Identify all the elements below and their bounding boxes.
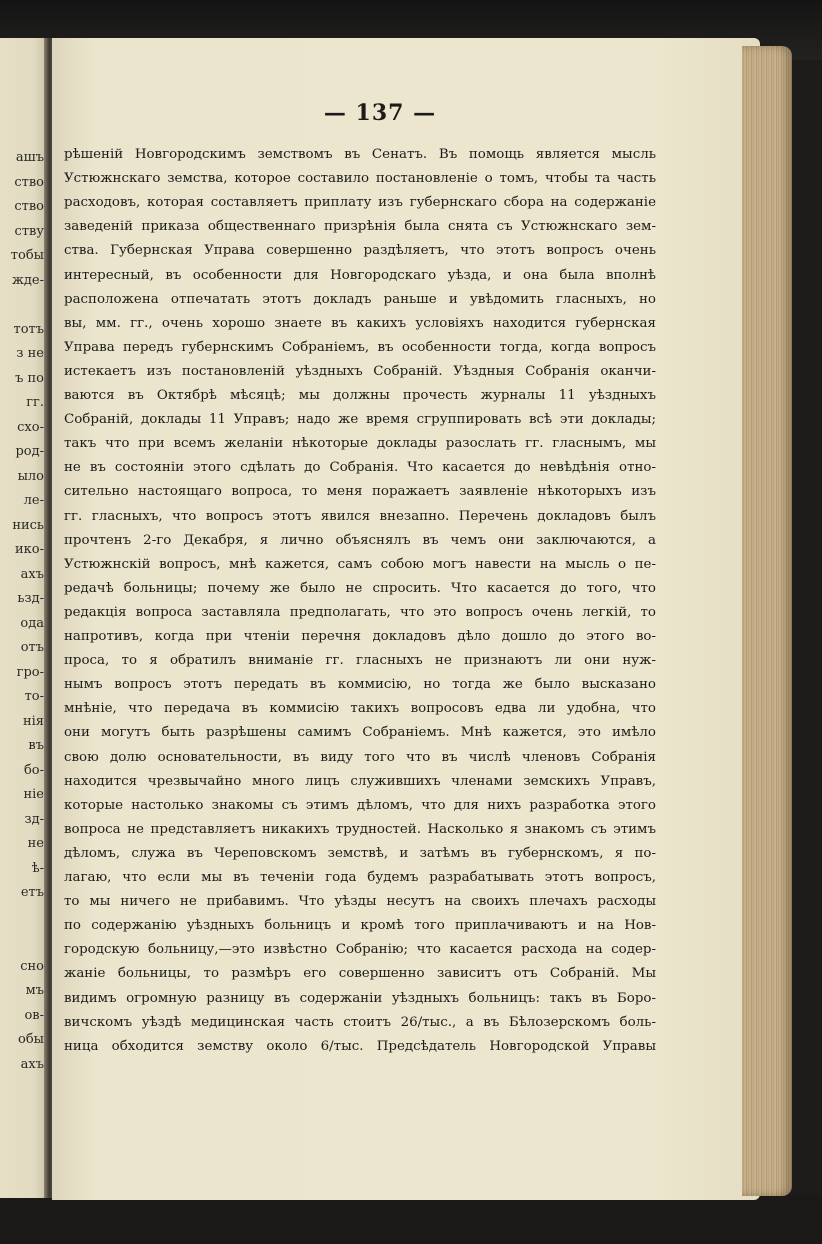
text-line: прочтенъ 2-го Декабря, я лично объяснялъ въ чемъ они заключаются, а — [64, 532, 656, 548]
left-page-fragment: ство — [14, 174, 44, 190]
text-line: расположена отпечатать этотъ докладъ раньше и увѣдомить гласныхъ, но — [64, 291, 656, 307]
text-line: городскую больницу,—это извѣстно Собранію; что касается расхода на содер- — [64, 942, 656, 958]
left-page-fragment: въ — [28, 738, 44, 753]
text-line: жаніе больницы, то размѣръ его совершенно зависитъ отъ Собраній. Мы — [64, 966, 656, 982]
left-page-fragment: ле- — [23, 493, 44, 508]
text-line: ства. Губернская Управа совершенно раздѣляетъ, что этотъ вопросъ очень — [64, 243, 656, 259]
left-page-fragment: ахъ — [20, 566, 44, 582]
left-page-fragment: ыло — [17, 468, 44, 484]
text-line: вопроса не представляетъ никакихъ трудностей. Насколько я знакомъ съ этимъ — [64, 821, 656, 837]
text-line: мнѣніе, что передача въ коммисію такихъ вопросовъ едва ли удобна, что — [64, 701, 656, 717]
text-line: не въ состояніи этого сдѣлать до Собранія. Что касается до невѣдѣнія отно- — [64, 460, 656, 476]
left-page-fragment: зд- — [24, 811, 44, 827]
text-line: они могутъ быть разрѣшены самимъ Собраніемъ. Мнѣ кажется, это имѣло — [64, 725, 656, 741]
left-page-fragment: ико- — [14, 542, 44, 557]
text-line: вичскомъ уѣздѣ медицинская часть стоитъ 26/тыс., а въ Бѣлозерскомъ боль- — [64, 1014, 656, 1030]
left-page-fragment: отъ — [20, 640, 44, 655]
text-line: находится чрезвычайно много лицъ служившихъ членами земскихъ Управъ, — [64, 773, 656, 789]
left-page-fragment: то- — [24, 689, 44, 704]
text-line: напротивъ, когда при чтеніи перечня докладовъ дѣло дошло до этого во- — [64, 629, 656, 644]
text-line: проса, то я обратилъ вниманіе гг. гласныхъ не признаютъ ли они нуж- — [64, 653, 656, 669]
text-line: которые настолько знакомы съ этимъ дѣломъ, что для нихъ разработка этого — [64, 797, 656, 813]
left-page-fragment: обы — [18, 1032, 44, 1047]
text-line: Устюжнскій вопросъ, мнѣ кажется, самъ собою могъ навести на мысль о пе- — [64, 556, 656, 572]
left-page-fragment: гро- — [16, 664, 44, 680]
left-page-fragment: ашъ — [15, 150, 44, 165]
left-page-fragment: ахъ — [20, 1056, 44, 1072]
left-page-fragment: бо- — [23, 762, 44, 778]
text-line: редакція вопроса заставляла предполагать, что это вопросъ очень легкій, то — [64, 604, 656, 620]
text-line: то мы ничего не прибавимъ. Что уѣзды несутъ на своихъ плечахъ расходы — [64, 894, 656, 910]
left-page-fragment: ніе — [23, 787, 44, 802]
text-line: расходовъ, которая составляетъ приплату изъ губернскаго сбора на содержаніе — [64, 195, 656, 211]
text-line: рѣшеній Новгородскимъ земствомъ въ Сенатъ. Въ помощь является мысль — [64, 147, 656, 162]
text-line: нымъ вопросъ этотъ передать въ коммисію, но тогда же было высказано — [64, 677, 656, 693]
left-page-fragment: тобы — [10, 248, 44, 263]
text-line: Устюжнскаго земства, которое составило постановленіе о томъ, чтобы та часть — [64, 171, 656, 187]
left-page-fragment: мъ — [25, 983, 44, 998]
left-page-fragment: сно — [20, 958, 44, 974]
text-line: сительно настоящаго вопроса, то меня поражаетъ заявленіе нѣкоторыхъ изъ — [64, 484, 656, 500]
text-line: гг. гласныхъ, что вопросъ этотъ явился внезапно. Перечень докладовъ былъ — [64, 508, 656, 524]
left-page-fragment: схо- — [17, 419, 44, 435]
left-page-fragment: ъ по — [15, 370, 44, 386]
left-page-fragment: з не — [16, 346, 44, 361]
left-page-fragment: нія — [22, 713, 44, 729]
left-page — [0, 38, 48, 1198]
text-line: видимъ огромную разницу въ содержаніи уѣздныхъ больницъ: такъ въ Боро- — [64, 990, 656, 1006]
text-line: по содержанію уѣздныхъ больницъ и кромѣ того приплачиваютъ и на Нов- — [64, 918, 656, 934]
page-edges — [742, 46, 792, 1196]
left-page-fragment: не — [27, 836, 44, 851]
left-page-fragment: тотъ — [13, 321, 44, 337]
text-line: заведеній приказа общественнаго призрѣнія была снята съ Устюжнскаго зем- — [64, 219, 656, 235]
text-line: Собраній, доклады 11 Управъ; надо же время сгруппировать всѣ эти доклады; — [64, 412, 656, 428]
text-line: Управа передъ губернскимъ Собраніемъ, въ особенности тогда, когда вопросъ — [64, 339, 656, 355]
left-page-fragment: гг. — [26, 395, 44, 410]
text-line: ница обходится земству около 6/тыс. Предсѣдатель Новгородской Управы — [64, 1038, 656, 1054]
left-page-fragment: ѣ- — [31, 860, 44, 876]
left-page-fragment: ов- — [24, 1007, 44, 1023]
left-page-fragment: ода — [20, 615, 44, 631]
left-page-fragment: жде- — [11, 272, 44, 288]
left-page-fragment: ство — [14, 199, 44, 214]
text-line: истекаетъ изъ постановленій уѣздныхъ Собраній. Уѣздныя Собранія оканчи- — [64, 363, 656, 379]
text-line: ваются въ Октябрѣ мѣсяцѣ; мы должны прочесть журналы 11 уѣздныхъ — [64, 388, 656, 403]
left-page-fragment: ьзд- — [17, 591, 44, 606]
left-page-fragment: род- — [15, 444, 44, 459]
text-line: лагаю, что если мы въ теченіи года будемъ разрабатывать этотъ вопросъ, — [64, 870, 656, 885]
text-line: вы, мм. гг., очень хорошо знаете въ какихъ условіяхъ находится губернская — [64, 315, 656, 331]
scan-background-bottom — [0, 1195, 822, 1244]
left-page-fragment: ству — [14, 223, 44, 239]
text-line: редачѣ больницы; почему же было не спросить. Что касается до того, что — [64, 580, 656, 596]
left-page-fragment: етъ — [20, 885, 44, 900]
text-line: такъ что при всемъ желаніи нѣкоторые доклады разослать гг. гласнымъ, мы — [64, 436, 656, 452]
text-line: свою долю основательности, въ виду того что въ числѣ членовъ Собранія — [64, 749, 656, 765]
left-page-fragment: нись — [12, 517, 44, 533]
page-number: — 137 — — [323, 100, 437, 126]
text-line: интересный, въ особенности для Новгородскаго уѣзда, и она была вполнѣ — [64, 267, 656, 283]
text-line: дѣломъ, служа въ Череповскомъ земствѣ, и затѣмъ въ губернскомъ, я по- — [64, 845, 656, 861]
